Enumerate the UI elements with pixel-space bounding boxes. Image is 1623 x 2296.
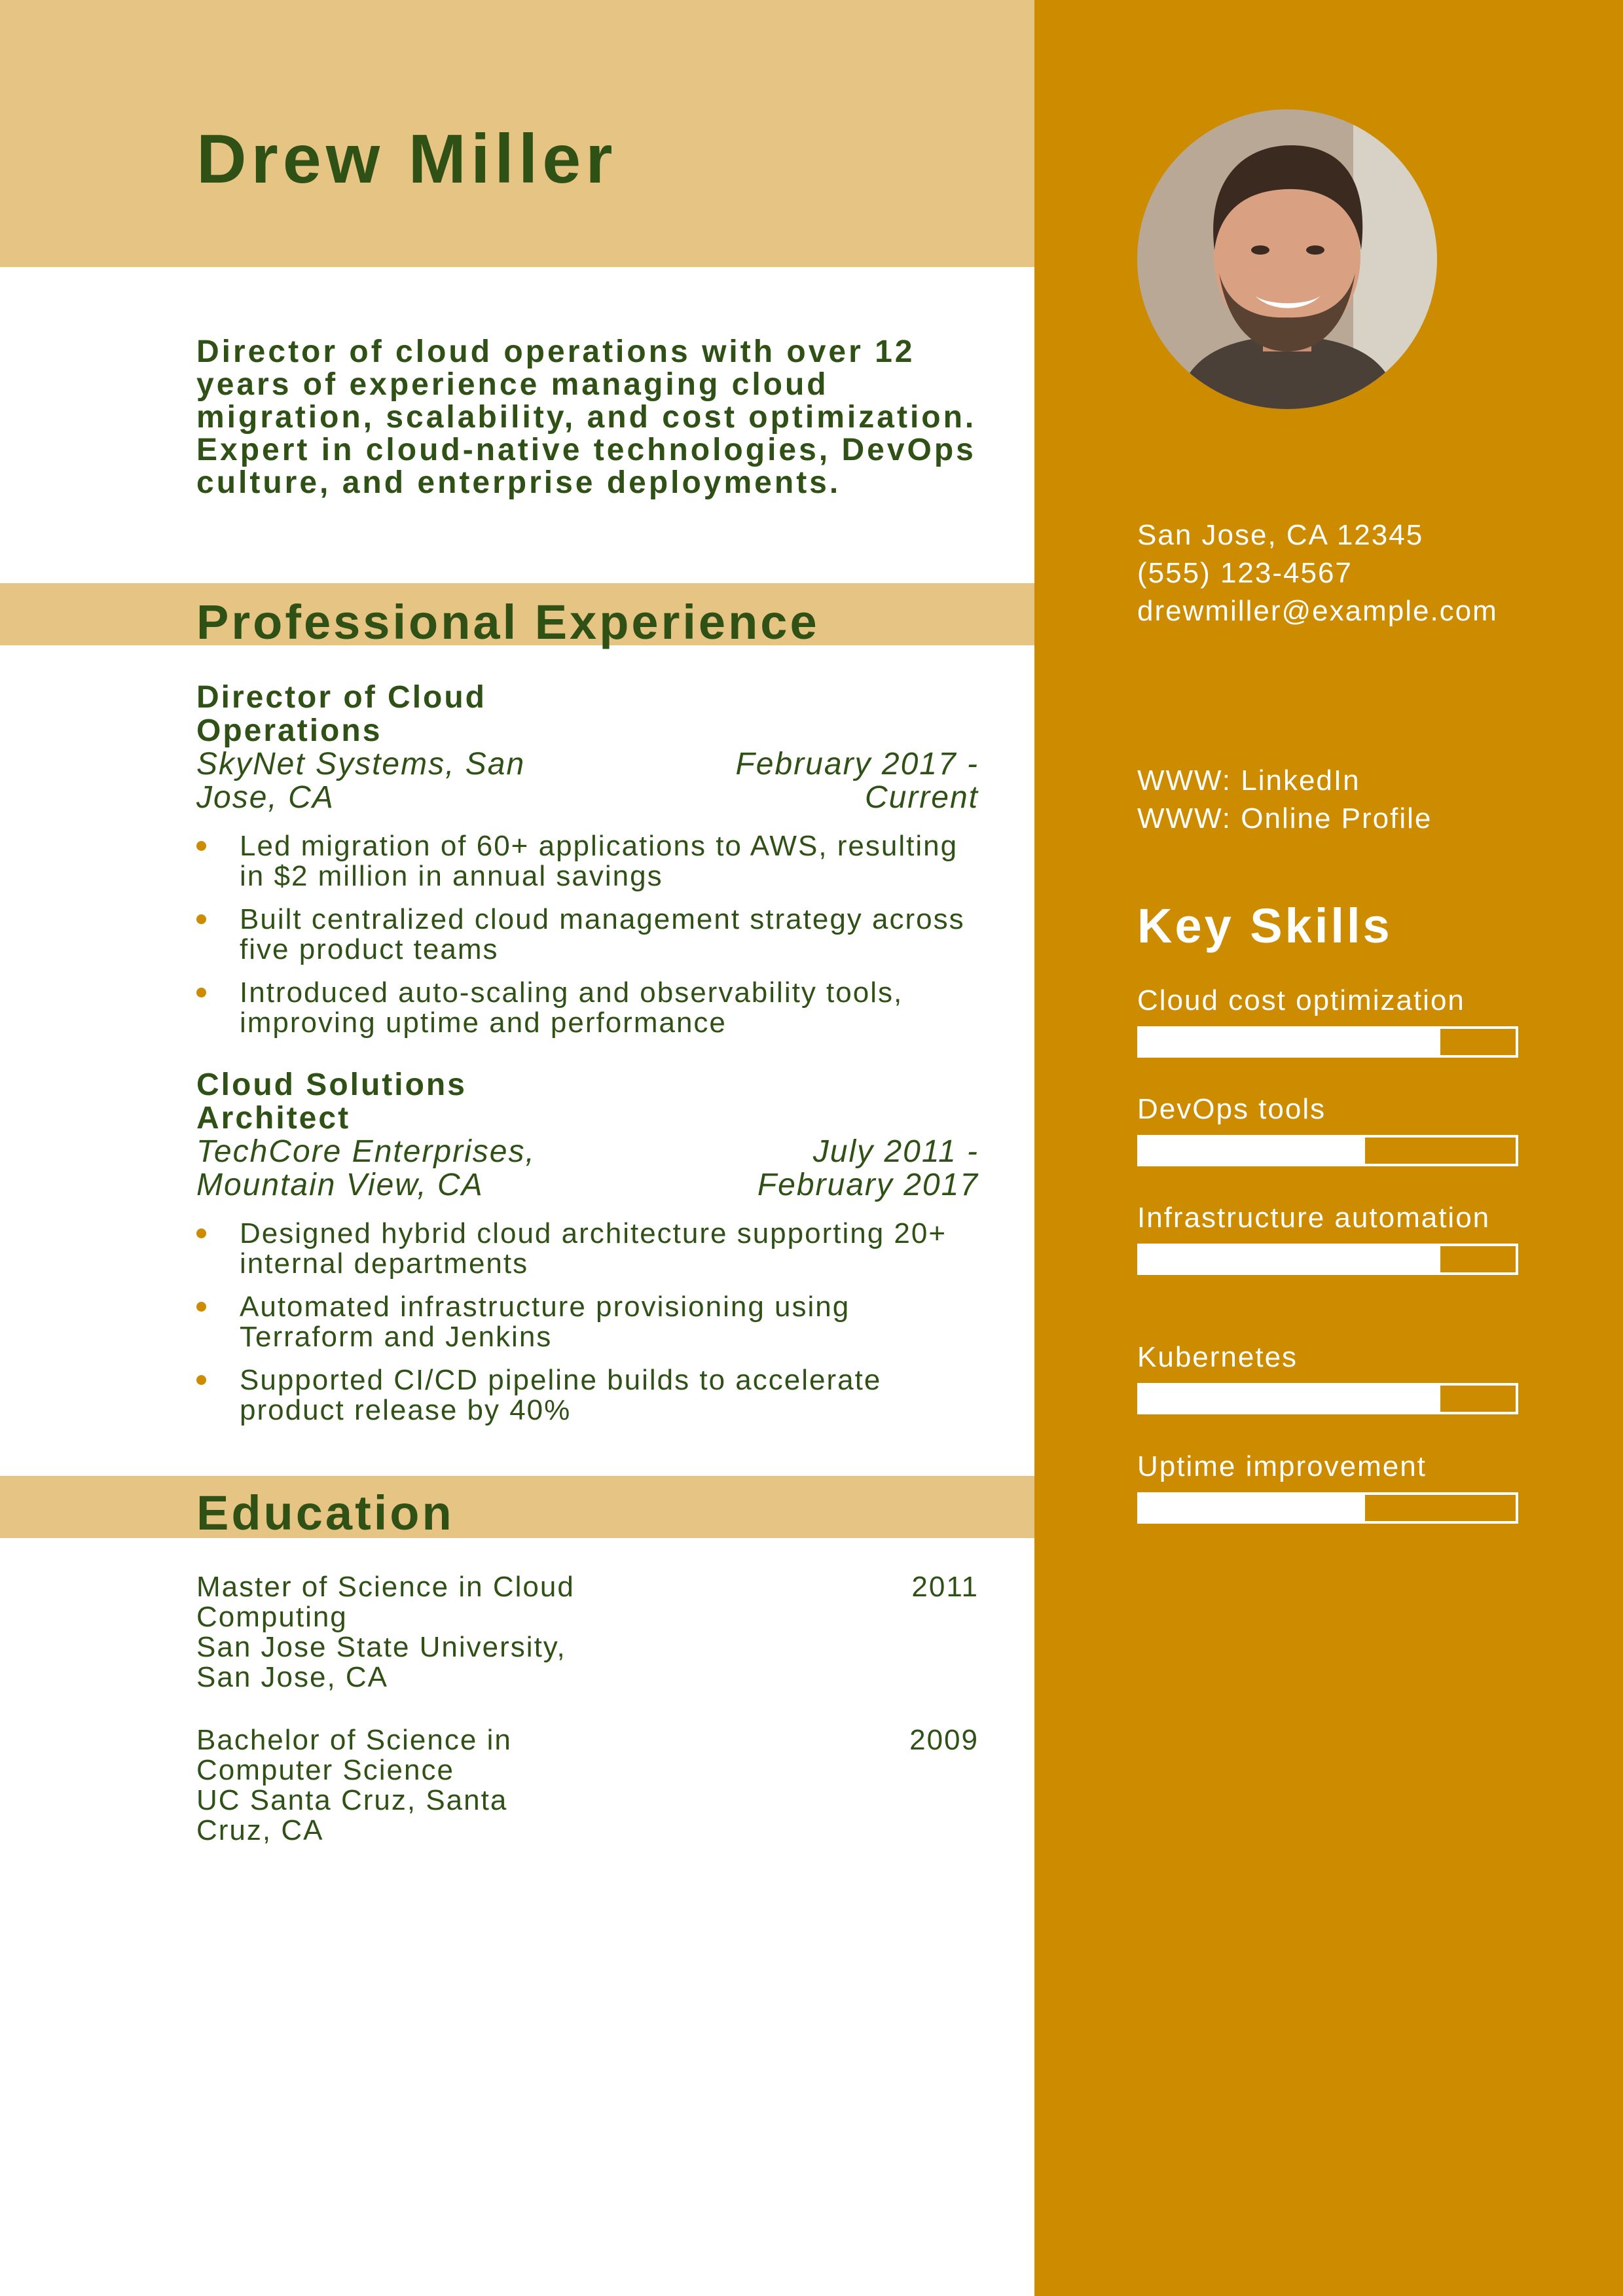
skill-bar (1137, 1492, 1518, 1524)
skill-item (1137, 1094, 1518, 1166)
bullet-dot-icon (196, 1229, 206, 1238)
education-degree: Bachelor of Science in Computer Science (196, 1724, 512, 1786)
job-bullet: Led migration of 60+ applications to AWS, resulting in $2 million in annual savings (196, 831, 979, 891)
skill-bar-fill (1140, 1138, 1365, 1164)
job-bullet: Supported CI/CD pipeline builds to accelerate product release by 40% (196, 1365, 979, 1426)
education-text (196, 1725, 576, 1846)
job-bullet: Designed hybrid cloud architecture supporting 20+ internal departments (196, 1219, 979, 1279)
skill-item (1137, 1203, 1518, 1275)
job-title: Director of Cloud Operations (196, 680, 486, 748)
job-dates: February 2017 - Current (735, 747, 979, 815)
bullet-dot-icon (196, 1375, 206, 1385)
job-bullet: Introduced auto-scaling and observability tools, improving uptime and performance (196, 978, 979, 1038)
candidate-name: Drew Miller (196, 120, 617, 198)
bullet-dot-icon (196, 988, 206, 997)
skill-bar-fill (1140, 1246, 1440, 1272)
online-profile-link[interactable]: WWW: Online Profile (1137, 802, 1432, 834)
skill-item (1137, 1342, 1518, 1414)
job-meta (196, 1135, 979, 1202)
job-entry (196, 1068, 979, 1439)
job-bullets (196, 1219, 979, 1426)
education-degree: Master of Science in Cloud Computing (196, 1571, 575, 1633)
education-entry (196, 1572, 979, 1693)
education-text (196, 1572, 576, 1693)
education-section-title: Education (196, 1486, 454, 1540)
education-entry (196, 1725, 979, 1846)
skill-label: DevOps tools (1137, 1093, 1326, 1125)
experience-section-title: Professional Experience (196, 595, 820, 649)
skill-label: Kubernetes (1137, 1341, 1298, 1373)
job-bullet: Built centralized cloud management strategy across five product teams (196, 905, 979, 965)
skill-label: Cloud cost optimization (1137, 984, 1465, 1016)
education-school: UC Santa Cruz, Santa Cruz, CA (196, 1784, 508, 1846)
job-entry (196, 681, 979, 1051)
job-bullet: Automated infrastructure provisioning using Terraform and Jenkins (196, 1292, 979, 1352)
skills-section-title: Key Skills (1137, 899, 1393, 953)
skill-bar (1137, 1135, 1518, 1166)
bullet-dot-icon (196, 914, 206, 924)
profile-photo (1137, 109, 1437, 409)
skill-item (1137, 1452, 1518, 1524)
contact-address: San Jose, CA 12345 (1137, 519, 1424, 551)
education-heading-band (0, 1476, 1034, 1538)
skill-bar (1137, 1244, 1518, 1275)
job-meta (196, 747, 979, 814)
education-school: San Jose State University, San Jose, CA (196, 1631, 566, 1693)
skill-label: Uptime improvement (1137, 1450, 1427, 1482)
job-bullets (196, 831, 979, 1038)
skill-bar-fill (1140, 1386, 1440, 1412)
education-year: 2009 (909, 1724, 979, 1756)
education-year: 2011 (911, 1571, 979, 1603)
contact-phone: (555) 123-4567 (1137, 557, 1353, 589)
skill-bar (1137, 1026, 1518, 1058)
bullet-dot-icon (196, 1302, 206, 1312)
job-dates: July 2011 - February 2017 (757, 1134, 979, 1202)
skill-label: Infrastructure automation (1137, 1202, 1491, 1234)
skill-bar-fill (1140, 1495, 1365, 1521)
contact-email[interactable]: drewmiller@example.com (1137, 595, 1498, 627)
skill-bar (1137, 1383, 1518, 1414)
job-title: Cloud Solutions Architect (196, 1067, 467, 1136)
job-company: TechCore Enterprises, Mountain View, CA (196, 1134, 536, 1202)
skill-bar-fill (1140, 1029, 1440, 1055)
skill-item (1137, 986, 1518, 1058)
profile-summary: Director of cloud operations with over 12 years of experience managing cloud migration, scalability, and cost optimization. Expert in cloud-native technologies, DevOps culture, and enterprise deployments. (196, 334, 977, 500)
job-company: SkyNet Systems, San Jose, CA (196, 747, 526, 815)
linkedin-link[interactable]: WWW: LinkedIn (1137, 764, 1360, 797)
bullet-dot-icon (196, 841, 206, 851)
